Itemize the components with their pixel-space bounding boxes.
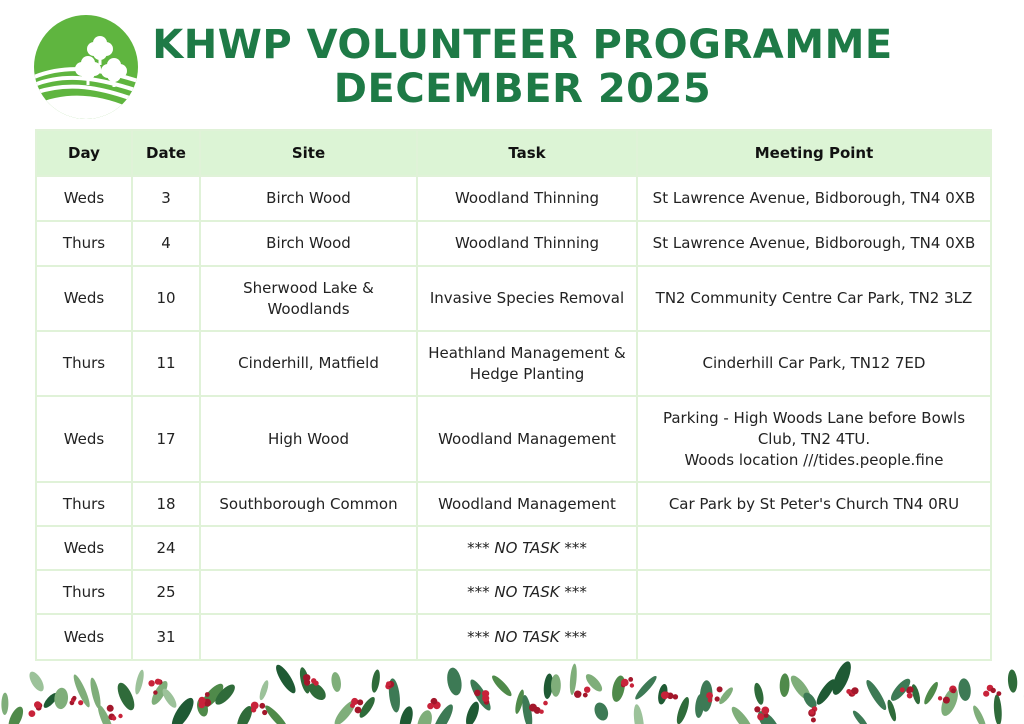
berry-icon [938,696,942,700]
leaf-icon [88,677,102,710]
cell-meeting-point: Car Park by St Peter's Church TN4 0RU [637,482,991,526]
leaf-icon [1007,669,1018,693]
berry-icon [907,693,913,699]
berry-icon [155,679,161,685]
berry-icon [574,691,581,698]
berry-icon [251,702,259,710]
cell-day: Weds [36,266,132,331]
berry-icon [34,701,41,708]
leaf-icon [729,704,757,724]
berry-icon [78,700,83,705]
leaf-icon [632,704,646,724]
cell-meeting-point [637,526,991,570]
cell-task: *** NO TASK *** [417,526,637,570]
table-row [36,396,991,482]
berry-icon [761,707,769,715]
cell-date: 3 [132,176,200,221]
cell-date: 24 [132,526,200,570]
berry-icon [198,697,205,704]
berry-icon [943,697,950,704]
leaf-icon [674,696,691,724]
cell-meeting-point [637,396,991,482]
berry-icon [584,687,590,693]
leaf-icon [863,678,889,712]
leaf-icon [993,694,1003,724]
cell-meeting-point [637,570,991,614]
leaf-icon [273,662,299,695]
cell-task: *** NO TASK *** [417,570,637,614]
cell-site: High Wood [200,396,417,482]
leaf-icon [569,663,578,695]
page-title: KHWP VOLUNTEER PROGRAMME [152,22,893,68]
cell-day: Weds [36,614,132,660]
cell-meeting-point: Cinderhill Car Park, TN12 7ED [637,331,991,396]
leaf-icon [414,708,434,724]
cell-task: Woodland Thinning [417,221,637,266]
leaf-icon [397,705,415,724]
leaf-icon [53,687,68,710]
berry-icon [811,718,816,723]
berry-icon [112,716,117,721]
berry-icon [715,696,720,701]
leaf-icon [463,700,481,724]
table-row [36,482,991,526]
holly-border-decoration [0,660,1024,724]
berry-icon [661,691,669,699]
leaf-icon [779,673,790,697]
trees-logo-icon [34,15,138,119]
cell-task: Woodland Thinning [417,176,637,221]
cell-site [200,526,417,570]
table-row [36,266,991,331]
berry-icon [482,695,489,702]
cell-meeting-point: TN2 Community Centre Car Park, TN2 3LZ [637,266,991,331]
berry-icon [304,679,310,685]
leaf-icon [752,682,765,706]
berry-icon [350,703,355,708]
cell-date: 10 [132,266,200,331]
berry-icon [621,679,629,687]
berry-icon [311,678,316,683]
berry-icon [386,681,391,686]
berry-icon [148,680,154,686]
berry-icon [630,683,634,687]
leaf-icon [1,693,8,716]
cell-site [200,614,417,660]
berry-icon [809,710,814,715]
berry-icon [118,714,122,718]
cell-task-text: Heathland Management & Hedge Planting [428,343,626,383]
berry-icon [717,686,723,692]
berry-icon [543,701,548,706]
berry-icon [583,693,588,698]
cell-meeting-point-location: Woods location ///tides.people.fine [684,450,944,469]
berry-icon [153,690,157,694]
column-header-meeting-point: Meeting Point [637,130,991,176]
berry-icon [754,706,760,712]
leaf-icon [160,687,179,710]
table-header-row [36,130,991,176]
berry-icon [907,686,914,693]
leaf-icon [134,669,146,695]
leaf-icon [258,679,270,701]
cell-day: Thurs [36,331,132,396]
leaf-icon [633,674,659,702]
leaf-icon [922,680,940,706]
berry-icon [205,692,210,697]
berry-icon [997,691,1002,696]
leaf-icon [851,709,871,724]
cell-day: Weds [36,526,132,570]
cell-task: Woodland Management [417,482,637,526]
berry-icon [357,699,363,705]
berry-icon [107,705,114,712]
cell-date: 18 [132,482,200,526]
berry-icon [983,691,989,697]
berry-icon [539,710,543,714]
cell-meeting-point-text: Parking - High Woods Lane before Bowls Club, TN2 4TU. [662,408,966,448]
berry-icon [757,713,764,720]
cell-date: 11 [132,331,200,396]
cell-meeting-point [637,614,991,660]
table-row [36,221,991,266]
berry-icon [951,689,956,694]
cell-site: Birch Wood [200,221,417,266]
table-row [36,614,991,660]
berry-icon [29,710,36,717]
berry-icon [529,704,537,712]
leaf-icon [114,680,137,712]
cell-day: Weds [36,176,132,221]
cell-site [200,570,417,614]
leaf-icon [971,704,989,724]
column-header-site: Site [200,130,417,176]
cell-meeting-point: St Lawrence Avenue, Bidborough, TN4 0XB [637,221,991,266]
berry-icon [72,696,76,700]
cell-date: 4 [132,221,200,266]
cell-meeting-point: St Lawrence Avenue, Bidborough, TN4 0XB [637,176,991,221]
leaf-icon [592,701,610,723]
table-row [36,331,991,396]
berry-icon [900,687,905,692]
cell-day: Thurs [36,221,132,266]
table-row [36,526,991,570]
cell-day: Thurs [36,482,132,526]
berry-icon [706,692,713,699]
cell-site [200,266,417,331]
berry-icon [427,703,433,709]
berry-icon [628,677,633,682]
leaf-icon [957,678,971,702]
cell-site-text: Sherwood Lake & Woodlands [243,278,374,318]
table-row [36,570,991,614]
cell-day: Weds [36,396,132,482]
cell-task: *** NO TASK *** [417,614,637,660]
cell-task [417,331,637,396]
berry-icon [851,687,858,694]
berry-icon [259,703,265,709]
leaf-icon [445,667,463,697]
leaf-icon [610,674,627,703]
leaf-icon [6,705,27,724]
page-subtitle: DECEMBER 2025 [333,66,712,112]
leaf-icon [330,671,342,692]
cell-site: Cinderhill, Matfield [200,331,417,396]
berry-icon [673,694,678,699]
berry-icon [846,689,851,694]
berry-icon [474,690,481,697]
cell-date: 31 [132,614,200,660]
cell-site: Birch Wood [200,176,417,221]
column-header-day: Day [36,130,132,176]
cell-task: Invasive Species Removal [417,266,637,331]
table-row [36,176,991,221]
leaf-icon [886,699,898,722]
column-header-task: Task [417,130,637,176]
berry-icon [262,710,267,715]
cell-task: Woodland Management [417,396,637,482]
leaf-icon [27,669,47,693]
schedule-table [35,129,992,661]
berry-icon [355,707,362,714]
berry-icon [991,688,996,693]
leaf-icon [490,673,514,698]
cell-date: 25 [132,570,200,614]
leaf-icon [370,669,381,693]
column-header-date: Date [132,130,200,176]
cell-day: Thurs [36,570,132,614]
cell-date: 17 [132,396,200,482]
cell-site: Southborough Common [200,482,417,526]
